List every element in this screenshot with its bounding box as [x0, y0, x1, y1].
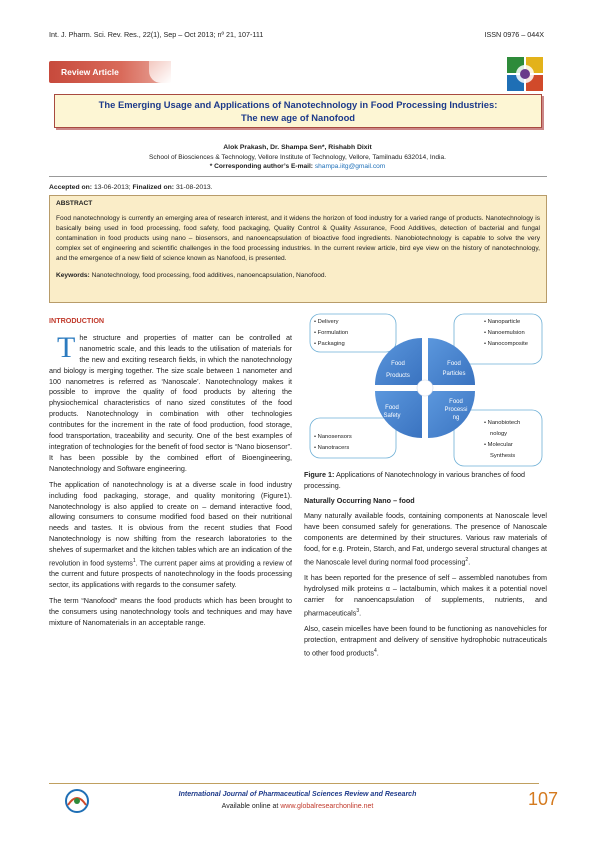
intro-paragraph-1: [49, 330, 292, 475]
figure-caption: [304, 470, 547, 492]
title-line-1: The Emerging Usage and Applications of Nanotechnology in Food Processing Industries:: [98, 99, 498, 110]
quadrant-label-tr: Food Particles: [442, 361, 466, 377]
page-curl-decoration: [149, 61, 171, 83]
dates: [49, 184, 213, 191]
figure-caption-text: Applications of Nanotechnology in various branches of food processing.: [304, 470, 525, 490]
footer-available: [0, 803, 595, 810]
box-tl-text: • Delivery • Formulation • Packaging: [314, 319, 349, 347]
naturally-paragraph-1: Many naturally available foods, containing components at Nanoscale level have been consumed safely for generations. The presence of Nanoscale components are determined by their structures. Various raw materials of food, for e.g. Protein, Starch, and Fat, undergo several structural changes at the Nanoscale level during normal food processing$^2$.: [304, 510, 547, 566]
citation-2: 2: [465, 556, 469, 563]
intro-paragraph-2: [49, 480, 292, 591]
journal-logo-icon: [505, 55, 545, 93]
quadrant-label-bl: Food Safety: [383, 405, 401, 419]
left-column: [49, 316, 292, 634]
keywords: [56, 271, 540, 281]
drop-cap: T: [57, 330, 76, 364]
citation-1: 1: [132, 558, 136, 565]
title-line-2: The new age of Nanofood: [240, 112, 356, 123]
intro-paragraph-3: The term “Nanofood” means the food products which has been brought to the consumers using nanotechnology tools and techniques and may have mixture of Nanomaterials in an acceptable range.: [49, 596, 292, 627]
naturally-p2-text: It has been reported for the presence of self – assembled nanotubes from hydrolysed milk proteins α – lactalbumin, which makes it a potential novel carrier for nanoencapsulation of supplements, nutrients, and pharmaceuticals: [304, 572, 547, 617]
introduction-heading: INTRODUCTION: [49, 316, 105, 325]
footer-available-label: Available online at: [221, 803, 279, 810]
keywords-label: Keywords:: [56, 272, 90, 279]
authors: Alok Prakash, Dr. Shampa Sen*, Rishabh Dixit: [223, 144, 372, 151]
abstract-body: Food nanotechnology is currently an emerging area of research interest, and it widens the horizon of food industry for a varied range of products. Nanotechnology is basically being used in food processing, food safety, food packaging, Quality Control & Quality Assurance, Food Additives, detection of bacterial and fungal contamination in food products using nano – biosensors, and nanoencapsulation of bioactive food ingredients. Nanobiotechnology is capable to solve the very complex set of engineering and scientific challenges in the food processing industries. In the current review article, bird eye view on the history of nanotechnology, and the emergence of a new field of science known as Nanofood, is presented.: [56, 215, 540, 262]
naturally-occurring-heading: Naturally Occurring Nano – food: [304, 496, 415, 505]
corresponding-author: [0, 163, 595, 170]
keywords-text: Nanotechnology, food processing, food additives, nanoencapsulation, Nanofood.: [91, 272, 327, 279]
accepted-label: Accepted on:: [49, 184, 93, 191]
footer-divider: [49, 783, 539, 784]
abstract-box: [49, 195, 547, 303]
naturally-paragraph-3: Also, casein micelles have been found to be functioning as nanovehicles for protection, entrapment and delivery of sensitive hydrophobic nutraceuticals to other food products$^4$.: [304, 623, 547, 658]
divider: [49, 176, 547, 177]
affiliation: School of Biosciences & Technology, Vellore Institute of Technology, Vellore, Tamilnadu 632014, India.: [148, 154, 447, 161]
footer-journal-name: International Journal of Pharmaceutical Sciences Review and Research: [178, 791, 417, 798]
footer-url-link[interactable]: www.globalresearchonline.net: [280, 803, 374, 810]
corresponding-email-link[interactable]: shampa.iitg@gmail.com: [314, 163, 386, 170]
corresponding-label: * Corresponding author’s E-mail:: [209, 163, 313, 170]
figure-1-diagram: [304, 310, 547, 468]
intro-p2-end: . The current paper aims at providing a review of the current and future prospects of nanotechnology in the foods processing sector, its applications with regards to the consumer safety.: [49, 558, 292, 590]
review-article-tag: [49, 61, 169, 83]
naturally-p1-text: Many naturally available foods, containing components at Nanoscale level have been consumed safely for generations. The presence of Nanoscale components are determined by their structures. Various raw materials of food, for e.g. Protein, Starch, and Fat, undergo several structural changes at the Nanoscale level during normal food processing: [304, 510, 547, 566]
finalized-date: 31-08-2013.: [175, 184, 213, 191]
intro-p2-text: The application of nanotechnology is at a diverse scale in food industry including food packaging, storage, and quality monitoring (Figure1). Nanotechnology is also applied to create on – demand interactive food, allowing consumers to consume modified food based on their nutritional needs and tastes. It is obvious from the recent studies that Food Nanotechnology is now shifting from the research laboratories to the shelves of supermarket and the kitchen tables which are an indication of the revolution in food systems: [49, 479, 292, 568]
review-tag-label: Review Article: [61, 67, 119, 77]
quadrant-label-br: Food Processi ng: [444, 399, 468, 421]
naturally-paragraph-2: It has been reported for the presence of self – assembled nanotubes from hydrolysed milk proteins α – lactalbumin, which makes it a potential novel carrier for nanoencapsulation of supplements, nutrients, and pharmaceuticals$^3$.: [304, 572, 547, 617]
issn: ISSN 0976 – 044X: [484, 30, 544, 39]
box-br-text: • Nanobiotech nology • Molecular Synthesis: [484, 420, 521, 459]
right-column: [304, 496, 547, 664]
figure-caption-label: Figure 1:: [304, 470, 335, 479]
quadrant-label-tl: Food Products: [386, 361, 410, 379]
journal-reference: Int. J. Pharm. Sci. Rev. Res., 22(1), Sep – Oct 2013; nº 21, 107-111: [49, 30, 264, 39]
box-tr-text: • Nanoparticle • Nanoemulsion • Nanocomposite: [484, 319, 528, 347]
accepted-date: 13-06-2013;: [93, 184, 131, 191]
page-number: 107: [527, 789, 558, 809]
citation-3: 3: [356, 607, 360, 614]
intro-p1-text: he structure and properties of matter can be controlled at nanometric scale, and this leads to the utilisation of materials for the new and exciting research fields, in which the nanotechnology and biology is merging together. The size scale between 1 nanometer and 100 nanometres is referred as ‘Nanoscale’. Nanotechnology makes it possible to improve the quality of food products by altering the physiochemical characteristics of nano sized constitutes of the food products. Nanotechnology in combination with other technologies contributes for the increment in the rate of food production, food storage, food transportation, traceability and security. One of the best examples of integration of technologies for the benefit of food sector is “Nano biosensor”. It has been possible by the combined effort of Bioengineering, Nanotechnology and Software engineering.: [49, 332, 292, 473]
naturally-p3-text: Also, casein micelles have been found to be functioning as nanovehicles for protection, entrapment and delivery of sensitive hydrophobic nutraceuticals to other food products: [304, 623, 547, 658]
article-title: [54, 94, 542, 128]
finalized-label: Finalized on:: [132, 184, 175, 191]
box-bl-text: • Nanosensors • Nanotracers: [314, 434, 352, 451]
abstract-heading: ABSTRACT: [56, 200, 93, 207]
citation-4: 4: [373, 647, 377, 654]
center-circle: [417, 380, 433, 396]
